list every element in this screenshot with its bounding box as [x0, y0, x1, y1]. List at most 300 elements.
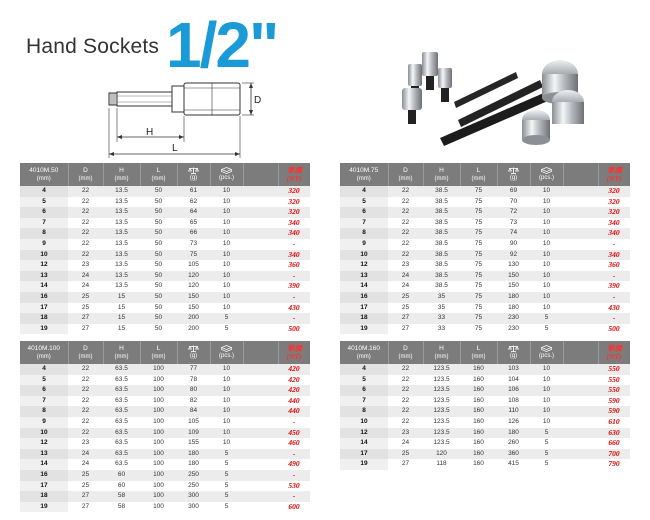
- table-row: [340, 438, 630, 449]
- l-cell: 50: [140, 250, 177, 261]
- pack-cell: 5: [530, 438, 563, 449]
- table-header-row: [20, 163, 310, 186]
- table-row: [340, 197, 630, 208]
- pack-cell: 10: [530, 207, 563, 218]
- pack-cell: 5: [530, 428, 563, 439]
- col-l-header: L (mm): [140, 163, 177, 186]
- pack-cell: 5: [530, 459, 563, 470]
- table-row: [340, 375, 630, 386]
- pack-cell: 10: [210, 197, 243, 208]
- price-cell: 490: [278, 459, 310, 470]
- size-cell: 9: [20, 417, 68, 428]
- d-cell: 22: [68, 228, 103, 239]
- l-cell: 50: [140, 197, 177, 208]
- pack-cell: 5: [210, 313, 243, 324]
- size-cell: 10: [20, 250, 68, 261]
- col-blank-header: [563, 341, 598, 364]
- l-cell: 50: [140, 313, 177, 324]
- price-cell: 550: [598, 385, 630, 396]
- l-cell: 50: [140, 186, 177, 197]
- l-cell: 100: [140, 459, 177, 470]
- price-cell: 590: [598, 396, 630, 407]
- h-cell: 123.5: [423, 364, 460, 375]
- blank-cell: [243, 481, 278, 492]
- weight-cell: 78: [177, 375, 210, 386]
- d-cell: 27: [68, 502, 103, 513]
- h-cell: 123.5: [423, 396, 460, 407]
- size-cell: 12: [340, 260, 388, 271]
- weight-cell: 106: [497, 385, 530, 396]
- blank-cell: [563, 385, 598, 396]
- price-cell: -: [278, 313, 310, 324]
- size-cell: 8: [20, 228, 68, 239]
- table-row: [20, 271, 310, 282]
- l-cell: 100: [140, 502, 177, 513]
- price-cell: 320: [598, 207, 630, 218]
- table-header-row: [340, 163, 630, 186]
- price-cell: 320: [278, 207, 310, 218]
- l-cell: 75: [460, 313, 497, 324]
- l-cell: 100: [140, 364, 177, 375]
- size-cell: 16: [20, 292, 68, 303]
- pack-cell: 10: [210, 303, 243, 314]
- h-cell: 63.5: [103, 375, 140, 386]
- l-cell: 50: [140, 218, 177, 229]
- d-cell: 27: [68, 324, 103, 335]
- l-cell: 75: [460, 281, 497, 292]
- blank-cell: [243, 364, 278, 375]
- d-cell: 22: [68, 406, 103, 417]
- size-cell: 13: [20, 449, 68, 460]
- table-row: [340, 250, 630, 261]
- price-cell: -: [278, 491, 310, 502]
- col-l-header: L (mm): [140, 341, 177, 364]
- d-cell: 22: [388, 250, 423, 261]
- h-cell: 63.5: [103, 417, 140, 428]
- blank-cell: [563, 459, 598, 470]
- pack-cell: 10: [530, 197, 563, 208]
- blank-cell: [243, 186, 278, 197]
- weight-cell: 108: [497, 396, 530, 407]
- weight-cell: 230: [497, 313, 530, 324]
- d-cell: 27: [388, 313, 423, 324]
- table-row: [20, 428, 310, 439]
- l-cell: 160: [460, 406, 497, 417]
- size-cell: 7: [20, 218, 68, 229]
- size-cell: 9: [340, 239, 388, 250]
- h-cell: 35: [423, 303, 460, 314]
- col-price-header: 單價 (NT): [598, 341, 630, 364]
- pack-cell: 10: [210, 186, 243, 197]
- h-cell: 13.5: [103, 260, 140, 271]
- price-cell: -: [598, 292, 630, 303]
- price-cell: 630: [598, 428, 630, 439]
- l-cell: 75: [460, 239, 497, 250]
- socket-dimension-diagram: [104, 80, 264, 160]
- blank-cell: [243, 207, 278, 218]
- h-cell: 63.5: [103, 364, 140, 375]
- weight-cell: 70: [497, 197, 530, 208]
- weight-cell: 300: [177, 491, 210, 502]
- table-row: [340, 260, 630, 271]
- col-pack-header: (pcs.): [210, 341, 243, 364]
- table-row: [340, 271, 630, 282]
- weight-cell: 415: [497, 459, 530, 470]
- price-cell: 500: [598, 324, 630, 335]
- h-cell: 63.5: [103, 438, 140, 449]
- weight-cell: 250: [177, 481, 210, 492]
- price-cell: -: [598, 313, 630, 324]
- size-cell: 16: [20, 470, 68, 481]
- d-cell: 27: [388, 459, 423, 470]
- price-cell: 500: [278, 324, 310, 335]
- size-cell: 7: [20, 396, 68, 407]
- scale-icon: [178, 345, 210, 352]
- diagram-label-h: H: [146, 127, 154, 138]
- blank-cell: [243, 396, 278, 407]
- h-cell: 13.5: [103, 271, 140, 282]
- blank-cell: [563, 186, 598, 197]
- l-cell: 160: [460, 438, 497, 449]
- weight-cell: 150: [177, 292, 210, 303]
- l-cell: 75: [460, 197, 497, 208]
- weight-cell: 74: [497, 228, 530, 239]
- price-cell: 360: [278, 260, 310, 271]
- pack-cell: 5: [530, 449, 563, 460]
- size-cell: 5: [340, 375, 388, 386]
- d-cell: 25: [68, 303, 103, 314]
- pack-cell: 10: [210, 260, 243, 271]
- l-cell: 100: [140, 438, 177, 449]
- size-cell: 19: [20, 324, 68, 335]
- col-blank-header: [243, 163, 278, 186]
- table-row: [20, 470, 310, 481]
- blank-cell: [243, 239, 278, 250]
- weight-cell: 77: [177, 364, 210, 375]
- price-cell: 460: [278, 438, 310, 449]
- weight-cell: 82: [177, 396, 210, 407]
- size-cell: 9: [20, 239, 68, 250]
- diagram-label-d: D: [254, 95, 262, 106]
- weight-cell: 66: [177, 228, 210, 239]
- d-cell: 22: [68, 218, 103, 229]
- d-cell: 24: [68, 281, 103, 292]
- size-cell: 7: [340, 218, 388, 229]
- price-cell: 340: [598, 218, 630, 229]
- table-row: [340, 313, 630, 324]
- size-cell: 12: [340, 428, 388, 439]
- table-row: [340, 449, 630, 460]
- weight-cell: 180: [497, 292, 530, 303]
- weight-cell: 110: [497, 406, 530, 417]
- size-cell: 19: [340, 459, 388, 470]
- d-cell: 27: [68, 491, 103, 502]
- h-cell: 60: [103, 470, 140, 481]
- size-cell: 10: [20, 428, 68, 439]
- pack-cell: 10: [530, 385, 563, 396]
- pack-cell: 10: [210, 239, 243, 250]
- blank-cell: [243, 406, 278, 417]
- pack-cell: 10: [530, 186, 563, 197]
- h-cell: 13.5: [103, 239, 140, 250]
- d-cell: 22: [388, 406, 423, 417]
- h-cell: 123.5: [423, 406, 460, 417]
- table-row: [340, 228, 630, 239]
- d-cell: 22: [388, 375, 423, 386]
- l-cell: 100: [140, 481, 177, 492]
- table-row: [20, 313, 310, 324]
- h-cell: 13.5: [103, 218, 140, 229]
- pack-cell: 10: [530, 228, 563, 239]
- price-cell: 610: [598, 417, 630, 428]
- d-cell: 22: [388, 197, 423, 208]
- weight-cell: 62: [177, 197, 210, 208]
- d-cell: 22: [68, 396, 103, 407]
- l-cell: 75: [460, 271, 497, 282]
- col-h-header: H (mm): [423, 341, 460, 364]
- table-row: [340, 292, 630, 303]
- table-row: [20, 449, 310, 460]
- table-row: [20, 491, 310, 502]
- blank-cell: [563, 364, 598, 375]
- table-row: [340, 324, 630, 335]
- scale-icon: [498, 167, 530, 174]
- pack-cell: 10: [210, 417, 243, 428]
- pack-cell: 5: [210, 470, 243, 481]
- size-cell: 8: [20, 406, 68, 417]
- size-cell: 14: [340, 281, 388, 292]
- l-cell: 50: [140, 303, 177, 314]
- blank-cell: [243, 218, 278, 229]
- size-cell: 17: [20, 481, 68, 492]
- col-price-header: 單價 (NT): [278, 341, 310, 364]
- d-cell: 23: [388, 428, 423, 439]
- h-cell: 38.5: [423, 197, 460, 208]
- size-cell: 6: [20, 385, 68, 396]
- table-row: [20, 364, 310, 375]
- h-cell: 13.5: [103, 197, 140, 208]
- size-cell: 18: [20, 491, 68, 502]
- l-cell: 160: [460, 375, 497, 386]
- d-cell: 22: [68, 250, 103, 261]
- pack-cell: 10: [210, 207, 243, 218]
- blank-cell: [563, 303, 598, 314]
- blank-cell: [243, 491, 278, 502]
- l-cell: 160: [460, 364, 497, 375]
- l-cell: 100: [140, 396, 177, 407]
- weight-cell: 73: [177, 239, 210, 250]
- box-icon: [531, 167, 563, 174]
- price-cell: 550: [598, 364, 630, 375]
- col-h-header: H (mm): [103, 341, 140, 364]
- d-cell: 24: [388, 281, 423, 292]
- pack-cell: 10: [210, 396, 243, 407]
- blank-cell: [563, 396, 598, 407]
- price-cell: -: [278, 292, 310, 303]
- pack-cell: 10: [530, 406, 563, 417]
- blank-cell: [243, 502, 278, 513]
- d-cell: 24: [388, 271, 423, 282]
- pack-cell: 10: [530, 218, 563, 229]
- size-cell: 13: [340, 271, 388, 282]
- weight-cell: 155: [177, 438, 210, 449]
- d-cell: 22: [388, 186, 423, 197]
- blank-cell: [243, 313, 278, 324]
- l-cell: 75: [460, 303, 497, 314]
- weight-cell: 80: [177, 385, 210, 396]
- size-cell: 18: [340, 313, 388, 324]
- d-cell: 24: [388, 438, 423, 449]
- col-l-header: L (mm): [460, 163, 497, 186]
- d-cell: 24: [68, 449, 103, 460]
- socket-set-photo: [396, 36, 592, 152]
- table-row: [340, 417, 630, 428]
- l-cell: 100: [140, 428, 177, 439]
- price-cell: 390: [278, 281, 310, 292]
- weight-cell: 150: [497, 281, 530, 292]
- l-cell: 50: [140, 260, 177, 271]
- size-cell: 12: [20, 260, 68, 271]
- l-cell: 75: [460, 324, 497, 335]
- blank-cell: [243, 281, 278, 292]
- d-cell: 22: [68, 385, 103, 396]
- col-blank-header: [243, 341, 278, 364]
- size-cell: 4: [340, 364, 388, 375]
- size-cell: 7: [340, 396, 388, 407]
- h-cell: 15: [103, 313, 140, 324]
- model-header: 4010M.50 (mm): [20, 163, 68, 186]
- pack-cell: 5: [530, 313, 563, 324]
- blank-cell: [563, 260, 598, 271]
- weight-cell: 65: [177, 218, 210, 229]
- col-d-header: D (mm): [68, 163, 103, 186]
- size-cell: 16: [340, 292, 388, 303]
- model-header: 4010M.160 (mm): [340, 341, 388, 364]
- weight-cell: 69: [497, 186, 530, 197]
- table-row: [20, 459, 310, 470]
- h-cell: 63.5: [103, 459, 140, 470]
- weight-cell: 104: [497, 375, 530, 386]
- blank-cell: [563, 281, 598, 292]
- h-cell: 58: [103, 491, 140, 502]
- pack-cell: 10: [530, 292, 563, 303]
- blank-cell: [243, 292, 278, 303]
- weight-cell: 75: [177, 250, 210, 261]
- size-cell: 18: [20, 313, 68, 324]
- size-cell: 6: [340, 207, 388, 218]
- h-cell: 38.5: [423, 228, 460, 239]
- h-cell: 13.5: [103, 186, 140, 197]
- weight-cell: 250: [177, 470, 210, 481]
- weight-cell: 200: [177, 324, 210, 335]
- weight-cell: 150: [177, 303, 210, 314]
- scale-icon: [498, 345, 530, 352]
- table-header-row: [340, 341, 630, 364]
- price-cell: 340: [278, 218, 310, 229]
- price-cell: 430: [598, 303, 630, 314]
- blank-cell: [243, 459, 278, 470]
- col-pack-header: (pcs.): [530, 163, 563, 186]
- l-cell: 160: [460, 385, 497, 396]
- box-icon: [531, 345, 563, 352]
- weight-cell: 260: [497, 438, 530, 449]
- price-cell: -: [278, 239, 310, 250]
- price-cell: 700: [598, 449, 630, 460]
- blank-cell: [563, 324, 598, 335]
- table-row: [340, 396, 630, 407]
- price-cell: 430: [278, 303, 310, 314]
- blank-cell: [243, 250, 278, 261]
- pack-cell: 10: [210, 271, 243, 282]
- weight-cell: 180: [177, 459, 210, 470]
- d-cell: 22: [388, 385, 423, 396]
- price-cell: 320: [598, 186, 630, 197]
- pack-cell: 10: [210, 406, 243, 417]
- table-row: [20, 417, 310, 428]
- pack-cell: 10: [210, 292, 243, 303]
- price-cell: 600: [278, 502, 310, 513]
- table-row: [340, 406, 630, 417]
- table-row: [20, 207, 310, 218]
- h-cell: 15: [103, 303, 140, 314]
- blank-cell: [243, 449, 278, 460]
- weight-cell: 90: [497, 239, 530, 250]
- price-cell: -: [278, 449, 310, 460]
- scale-icon: [178, 167, 210, 174]
- price-cell: 550: [598, 375, 630, 386]
- col-h-header: H (mm): [423, 163, 460, 186]
- d-cell: 22: [68, 364, 103, 375]
- table-row: [340, 281, 630, 292]
- col-pack-header: (pcs.): [530, 341, 563, 364]
- d-cell: 27: [68, 313, 103, 324]
- blank-cell: [563, 313, 598, 324]
- d-cell: 22: [68, 197, 103, 208]
- table-row: [20, 324, 310, 335]
- price-cell: -: [598, 239, 630, 250]
- l-cell: 100: [140, 406, 177, 417]
- price-cell: 660: [598, 438, 630, 449]
- blank-cell: [243, 228, 278, 239]
- table-row: [340, 239, 630, 250]
- box-icon: [211, 345, 243, 352]
- h-cell: 38.5: [423, 239, 460, 250]
- size-cell: 8: [340, 228, 388, 239]
- blank-cell: [563, 417, 598, 428]
- col-d-header: D (mm): [388, 163, 423, 186]
- size-cell: 10: [340, 250, 388, 261]
- blank-cell: [243, 470, 278, 481]
- h-cell: 120: [423, 449, 460, 460]
- col-d-header: D (mm): [388, 341, 423, 364]
- l-cell: 50: [140, 207, 177, 218]
- pack-cell: 10: [210, 428, 243, 439]
- weight-cell: 105: [177, 417, 210, 428]
- size-cell: 5: [340, 197, 388, 208]
- table-row: [340, 207, 630, 218]
- price-cell: 340: [278, 228, 310, 239]
- blank-cell: [563, 449, 598, 460]
- box-icon: [211, 167, 243, 174]
- size-cell: 4: [20, 364, 68, 375]
- size-cell: 8: [340, 406, 388, 417]
- d-cell: 23: [388, 260, 423, 271]
- pack-cell: 10: [210, 375, 243, 386]
- l-cell: 50: [140, 228, 177, 239]
- price-cell: 440: [278, 396, 310, 407]
- blank-cell: [563, 292, 598, 303]
- h-cell: 38.5: [423, 271, 460, 282]
